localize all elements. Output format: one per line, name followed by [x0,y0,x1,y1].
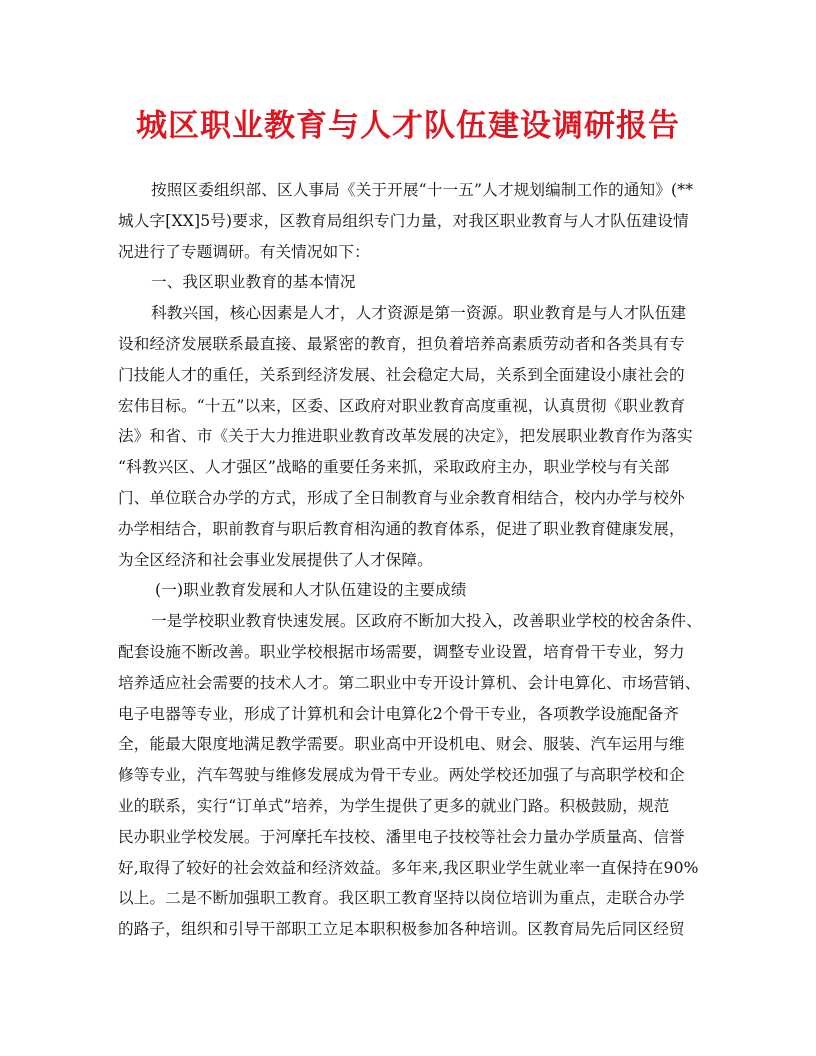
text-line: 城人字[XX]5号)要求，区教育局组织专门力量，对我区职业教育与人才队伍建设情 [118,211,689,230]
text-line: 一是学校职业教育快速发展。区政府不断加大投入，改善职业学校的校舍条件、 [151,612,703,631]
text-line: 况进行了专题调研。有关情况如下： [118,242,370,261]
text-line: 科教兴国，核心因素是人才，人才资源是第一资源。职业教育是与人才队伍建 [151,304,687,323]
text-line: 门、单位联合办学的方式，形成了全日制教育与业余教育相结合，校内办学与校外 [118,488,685,507]
text-line: 按照区委组织部、区人事局《关于开展“十一五”人才规划编制工作的通知》(** [151,181,694,199]
text-line: 法》和省、市《关于大力推进职业教育改革发展的决定》，把发展职业教育作为落实 [118,427,693,446]
section-heading: 一、我区职业教育的基本情况 [151,273,356,292]
text-line: 好,取得了较好的社会效益和经济效益。多年来,我区职业学生就业率一直保持在90% [118,858,699,877]
text-line: 以上。二是不断加强职工教育。我区职工教育坚持以岗位培训为重点，走联合办学 [118,889,685,908]
text-line: 的路子，组织和引导干部职工立足本职积极参加各种培训。区教育局先后同区经贸 [118,920,685,939]
text-line: 设和经济发展联系最直接、最紧密的教育，担负着培养高素质劳动者和各类具有专 [118,334,685,353]
text-line: 电子电器等专业，形成了计算机和会计电算化2个骨干专业，各项教学设施配备齐 [118,704,680,723]
text-line: 民办职业学校发展。于河摩托车技校、潘里电子技校等社会力量办学质量高、信誉 [118,827,685,846]
text-line: 办学相结合，职前教育与职后教育相沟通的教育体系，促进了职业教育健康发展， [118,519,685,538]
text-line: 培养适应社会需要的技术人才。第二职业中专开设计算机、会计电算化、市场营销、 [118,673,701,692]
text-line: 修等专业，汽车驾驶与维修发展成为骨干专业。两处学校还加强了与高职学校和企 [118,766,685,785]
text-line: 业的联系，实行“订单式”培养，为学生提供了更多的就业门路。积极鼓励，规范 [118,796,670,815]
text-line: 全，能最大限度地满足教学需要。职业高中开设机电、财会、服装、汽车运用与维 [118,735,685,754]
document-body [118,175,703,945]
text-line: 配套设施不断改善。职业学校根据市场需要，调整专业设置，培育骨干专业，努力 [118,642,685,661]
document-title: 城区职业教育与人才队伍建设调研报告 [136,108,680,144]
text-line: 为全区经济和社会事业发展提供了人才保障。 [118,550,433,569]
text-line: 门技能人才的重任，关系到经济发展、社会稳定大局，关系到全面建设小康社会的 [118,365,685,384]
subsection-heading: (一)职业教育发展和人才队伍建设的主要成绩 [155,581,467,600]
text-line: 宏伟目标。“十五”以来，区委、区政府对职业教育高度重视，认真贯彻《职业教育 [118,396,686,415]
text-line: “科教兴区、人才强区”战略的重要任务来抓，采取政府主办，职业学校与有关部 [118,458,670,477]
